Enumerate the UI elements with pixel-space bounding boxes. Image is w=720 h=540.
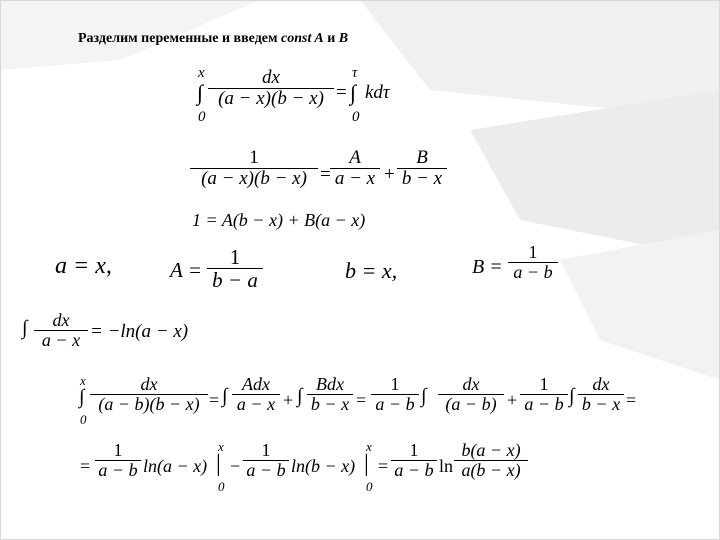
eq6-f2: [232, 375, 280, 414]
page-title: [78, 31, 348, 47]
eq2-fraction-b: [397, 148, 447, 189]
integral-sign: ∫: [569, 385, 575, 407]
B-den: a − b: [513, 261, 553, 282]
eq6-plus1: +: [283, 390, 294, 410]
heading-text-2: const A: [281, 31, 324, 46]
eq2-fraction-main: [190, 148, 318, 189]
eq6-upper: x: [80, 373, 86, 388]
eq6-f4: [371, 375, 419, 414]
eq6-f7-den: b − x: [581, 393, 621, 414]
eq6-f5-den: (a − b): [445, 393, 497, 414]
integral-sign: ∫: [197, 80, 204, 105]
eq6-f1: [90, 375, 208, 414]
eq7-eq2: =: [378, 456, 389, 476]
eq6-f6: [520, 375, 568, 414]
eq6-f5: [438, 375, 504, 414]
eq7-ln1: ln(a − x): [143, 456, 208, 476]
eq5-rhs: = −ln(a − x): [90, 321, 189, 342]
A-label: A =: [170, 258, 202, 282]
integral-sign: ∫: [421, 385, 427, 407]
heading-text-1: Разделим переменные и введем: [78, 31, 282, 46]
eq7-f3-num: 1: [409, 440, 419, 460]
eq6-f2-num: Adx: [242, 374, 270, 394]
eq6-f6-den: a − b: [524, 393, 564, 414]
integral-sign: ∫: [297, 385, 303, 407]
eq7-ln3: ln: [439, 456, 454, 476]
eq6-f7-num: dx: [592, 374, 610, 394]
eq6-eq2: =: [356, 390, 367, 410]
eq6-f2-den: a − x: [236, 393, 276, 414]
eq2-numerator: 1: [249, 147, 259, 168]
eq7-f4-den: a(b − x): [461, 459, 521, 480]
eq1-denominator: (a − x)(b − x): [218, 87, 324, 109]
eq6-f1-num: dx: [140, 374, 158, 394]
eq2-denominator: (a − x)(b − x): [201, 167, 307, 189]
eq7-minus: −: [230, 456, 241, 476]
eq6-f4-num: 1: [390, 374, 400, 394]
integral-sign: ∫: [350, 80, 357, 105]
eq7-lower1: 0: [218, 479, 225, 494]
eq1-rhs-upper: τ: [352, 65, 358, 81]
B-label: B =: [472, 256, 503, 278]
eq2-equals: =: [320, 164, 331, 185]
eq1-upper-limit: x: [198, 65, 205, 81]
eq6-f1-den: (a − b)(b − x): [98, 393, 200, 414]
eq7-f1-den: a − b: [98, 459, 138, 480]
heading-text-3: и: [323, 31, 339, 46]
eq6-f5-num: dx: [462, 374, 480, 394]
eq7-f4: [454, 441, 528, 480]
eq7-lower2: 0: [366, 479, 373, 494]
eq1-rhs-integrand: kdτ: [365, 82, 390, 103]
eq7-eq1: =: [80, 456, 91, 476]
eq7-f3: [391, 441, 437, 480]
eq6-f3-num: Bdx: [316, 374, 344, 394]
eq7-f2-den: a − b: [246, 459, 286, 480]
eq7-f2: [243, 441, 289, 480]
eq1-rhs-lower: 0: [352, 109, 360, 125]
eq1-fraction: [208, 68, 334, 109]
eq6-f6-num: 1: [539, 374, 549, 394]
eq5-fraction: [34, 311, 88, 350]
b-equals-x: b = x,: [345, 258, 398, 283]
eq2-plus: +: [384, 164, 395, 185]
A-num: 1: [229, 245, 241, 269]
equation-3: 1 = A(b − x) + B(a − x): [192, 210, 366, 230]
eq6-eq3: =: [626, 390, 637, 410]
integral-sign: ∫: [222, 385, 228, 407]
eq6-f7: [578, 375, 624, 414]
eq6-plus2: +: [507, 390, 518, 410]
eq1-equals: =: [336, 82, 347, 103]
eq7-f1-num: 1: [113, 440, 123, 460]
eq6-f3-den: b − x: [310, 393, 350, 414]
eq7-ln2: ln(b − x): [291, 456, 356, 476]
eq6-eq1: =: [209, 390, 220, 410]
A-den: b − a: [212, 268, 258, 293]
eq7-upper2: x: [366, 439, 372, 454]
eq2-fraction-a: [330, 148, 380, 189]
B-num: 1: [528, 242, 538, 262]
a-equals-x: a = x,: [55, 253, 112, 279]
eq5-denominator: a − x: [41, 329, 81, 350]
eq1-lower-limit: 0: [198, 109, 206, 125]
eq6-f3: [307, 375, 353, 414]
heading-text-4: B: [338, 31, 349, 46]
eq7-upper1: x: [218, 439, 224, 454]
eq7-f4-num: b(a − x): [461, 440, 521, 460]
eq2-term1-den: a − x: [334, 167, 376, 189]
eq2-term1-num: A: [349, 147, 361, 168]
eq6-f4-den: a − b: [375, 393, 415, 414]
integral-sign: ∫: [22, 317, 28, 339]
eq5-numerator: dx: [52, 310, 70, 330]
eq7-bar1: |: [216, 451, 221, 477]
eq2-term2-num: B: [416, 147, 428, 168]
eq7-bar2: |: [364, 451, 369, 477]
eq1-numerator: dx: [262, 67, 280, 88]
eq7-f2-num: 1: [261, 440, 271, 460]
eq6-lower: 0: [80, 412, 87, 427]
B-fraction: [508, 243, 558, 282]
eq7-f3-den: a − b: [394, 459, 434, 480]
integral-sign: ∫: [79, 386, 85, 408]
eq7-f1: [95, 441, 141, 480]
eq2-term2-den: b − x: [401, 167, 443, 189]
A-fraction: [207, 246, 263, 291]
